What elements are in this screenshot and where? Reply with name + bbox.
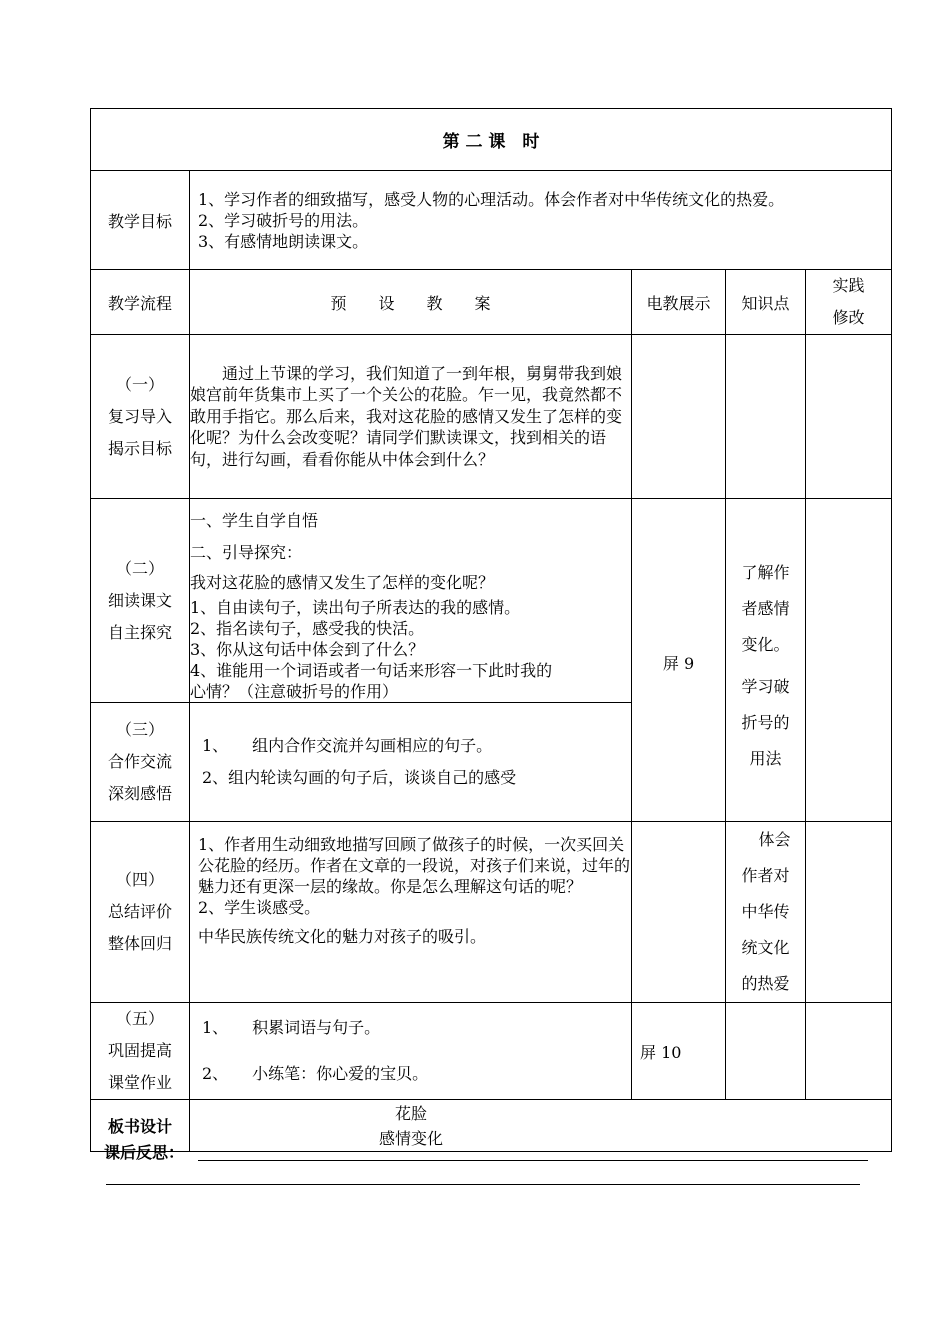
stage-number: （五） [115, 1009, 164, 1028]
header-process: 教学流程 [91, 270, 190, 335]
stage-number: （四） [115, 870, 164, 889]
board-label: 板书设计 [91, 1100, 190, 1152]
knowledge-line: 的热爱 [741, 974, 790, 993]
stage-name: 细读课文 [107, 590, 172, 610]
content-line: 心情？（注意破折号的作用） [190, 682, 399, 701]
stage-content [190, 822, 632, 1003]
content-line: 1、 组内合作交流并勾画相应的句子。 [202, 736, 493, 755]
header-practice-line: 实践 [832, 276, 865, 295]
content-line: 2、组内轮读勾画的句子后，谈谈自己的感受 [202, 768, 517, 787]
content-line: 2、学生谈感受。 [198, 898, 321, 917]
knowledge-cell [726, 499, 806, 822]
objectives-content [190, 171, 892, 270]
stage-name: 巩固提高 [107, 1041, 172, 1060]
stage-label [91, 499, 190, 703]
stage-content [190, 1003, 632, 1100]
content-line: 2、指名读句子，感受我的快活。 [190, 619, 425, 638]
knowledge-line: 者感情 [741, 599, 790, 618]
objective-item: 2、学习破折号的用法。 [198, 210, 369, 230]
knowledge-line: 了解作 [741, 563, 790, 582]
objective-item: 1、学习作者的细致描写，感受人物的心理活动。体会作者对中华传统文化的热爱。 [198, 189, 785, 209]
stage-label [91, 1003, 190, 1100]
content-line: 3、你从这句话中体会到了什么？ [190, 640, 425, 659]
header-plan: 预 设 教 案 [190, 270, 632, 335]
objectives-label: 教学目标 [91, 171, 190, 270]
stage-name: 揭示目标 [107, 438, 172, 458]
stage-number: （二） [115, 558, 164, 578]
header-practice-line: 修改 [832, 308, 865, 327]
practice-cell [806, 335, 892, 499]
practice-cell [806, 1003, 892, 1100]
knowledge-cell [726, 1003, 806, 1100]
stage-number: （一） [115, 374, 164, 394]
knowledge-line: 学习破 [741, 677, 790, 696]
stage-label [91, 703, 190, 822]
knowledge-line: 折号的 [741, 713, 790, 732]
stage-content: 通过上节课的学习，我们知道了一到年根，舅舅带我到娘娘宫前年货集市上买了一个关公的花脸。乍一见，我竟然都不敢用手指它。那么后来，我对这花脸的感情又发生了怎样的变化呢？为什么会改变呢？请同学们默读课文，找到相关的语句，进行勾画，看看你能从中体会到什么？ [190, 335, 632, 499]
content-line: 一、学生自学自悟 [190, 511, 319, 530]
content-line: 中华民族传统文化的魅力对孩子的吸引。 [198, 927, 487, 946]
media-cell: 屏 9 [632, 499, 726, 822]
header-practice [806, 270, 892, 335]
stage-name: 自主探究 [107, 622, 172, 642]
content-line: 1、 积累词语与句子。 [202, 1018, 381, 1037]
media-cell [632, 822, 726, 1003]
header-media: 电教展示 [632, 270, 726, 335]
stage-content [190, 703, 632, 822]
content-line: 我对这花脸的感情又发生了怎样的变化呢？ [190, 573, 495, 592]
content-line: 1、自由读句子，读出句子所表达的我的感情。 [190, 598, 521, 617]
knowledge-line: 中华传 [741, 902, 790, 921]
stage-label [91, 822, 190, 1003]
board-line: 花脸 [394, 1103, 427, 1123]
knowledge-line: 统文化 [741, 938, 790, 957]
knowledge-cell [726, 335, 806, 499]
content-line: 2、 小练笔：你心爱的宝贝。 [202, 1064, 429, 1083]
objective-item: 3、有感情地朗读课文。 [198, 231, 369, 251]
stage-name: 深刻感悟 [107, 784, 172, 803]
board-line: 感情变化 [378, 1128, 443, 1148]
lesson-plan-table [90, 108, 892, 1152]
reflection-line [198, 1160, 868, 1161]
stage-number: （三） [115, 720, 164, 739]
knowledge-line: 体会 [758, 830, 791, 849]
stage-label [91, 335, 190, 499]
media-cell [632, 335, 726, 499]
stage-name: 合作交流 [107, 752, 172, 771]
content-line: 4、谁能用一个词语或者一句话来形容一下此时我的 [190, 661, 553, 680]
header-knowledge: 知识点 [726, 270, 806, 335]
knowledge-line: 作者对 [741, 866, 790, 885]
reflection-line [106, 1184, 860, 1185]
practice-cell [806, 499, 892, 822]
board-content [190, 1100, 892, 1152]
content-paragraph: 1、作者用生动细致地描写回顾了做孩子的时候，一次买回关公花脸的经历。作者在文章的一段说，对孩子们来说，过年的魅力还有更深一层的缘故。你是怎么理解这句话的呢？ [198, 835, 631, 896]
knowledge-cell [726, 822, 806, 1003]
content-line: 二、引导探究： [190, 543, 303, 562]
stage-name: 复习导入 [107, 406, 172, 426]
knowledge-line: 用法 [749, 749, 782, 768]
stage-name: 课堂作业 [107, 1073, 172, 1092]
lesson-title: 第 二 课 时 [91, 109, 892, 171]
stage-name: 总结评价 [107, 902, 172, 921]
media-cell: 屏 10 [632, 1003, 726, 1100]
stage-name: 整体回归 [107, 934, 172, 953]
practice-cell [806, 822, 892, 1003]
reflection-label: 课后反思： [104, 1143, 185, 1162]
knowledge-line: 变化。 [741, 635, 790, 654]
stage-content [190, 499, 632, 703]
